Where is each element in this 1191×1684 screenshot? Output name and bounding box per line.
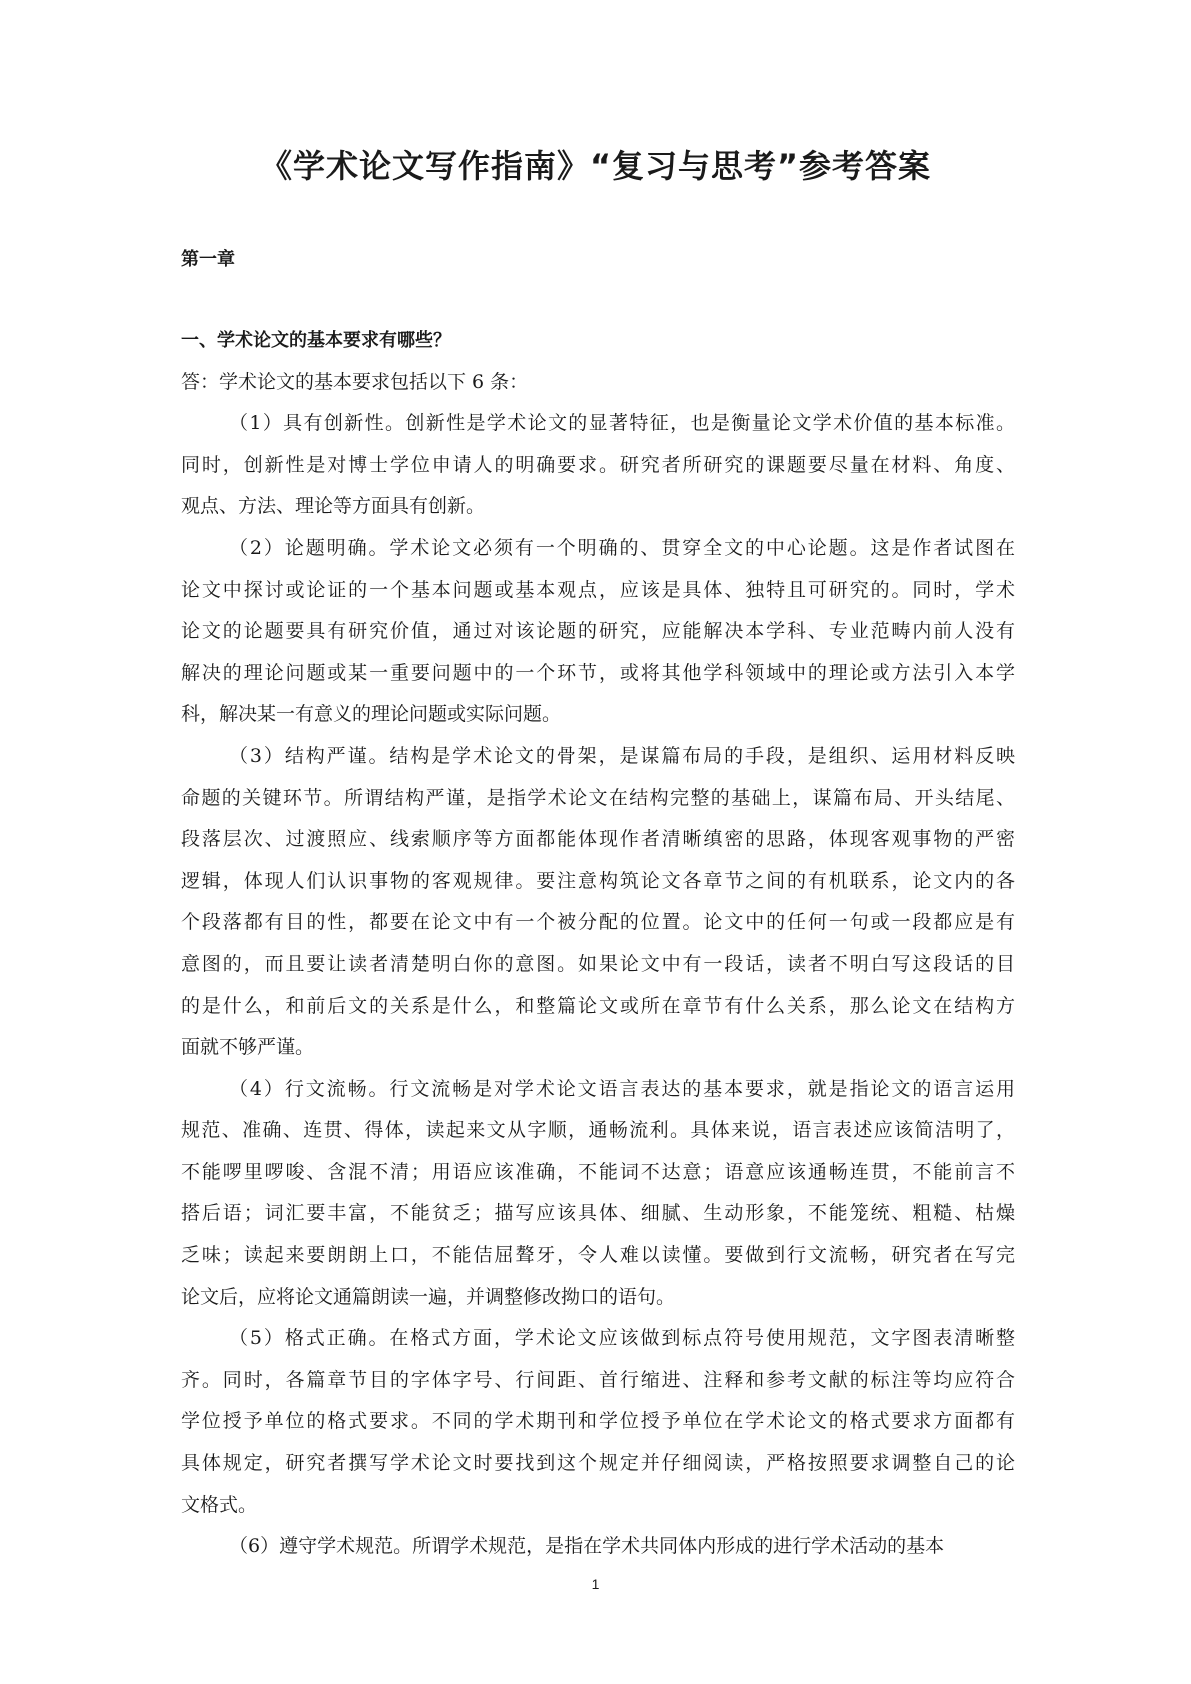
- answer-item-line: 学位授予单位的格式要求。不同的学术期刊和学位授予单位在学术论文的格式要求方面都有: [181, 1410, 1015, 1433]
- answer-item-6: [181, 1526, 1015, 1568]
- answer-item-line: 文格式。: [181, 1493, 258, 1516]
- answer-item-line: 规范、准确、连贯、得体，读起来文从字顺，通畅流利。具体来说，语言表述应该简洁明了，: [181, 1119, 1015, 1142]
- answer-item-line: （6）遵守学术规范。所谓学术规范，是指在学术共同体内形成的进行学术活动的基本: [229, 1535, 945, 1558]
- body-text: [181, 320, 1015, 1568]
- answer-item-line: 齐。同时，各篇章节目的字体字号、行间距、首行缩进、注释和参考文献的标注等均应符合: [181, 1368, 1015, 1391]
- answer-item-5: [181, 1318, 1015, 1526]
- answer-item-line: 论文的论题要具有研究价值，通过对该论题的研究，应能解决本学科、专业范畴内前人没有: [181, 620, 1015, 643]
- question-heading: 一、学术论文的基本要求有哪些？: [181, 330, 451, 351]
- answer-item-line: 具体规定，研究者撰写学术论文时要找到这个规定并仔细阅读，严格按照要求调整自己的论: [181, 1452, 1015, 1475]
- answer-item-line: 科，解决某一有意义的理论问题或实际问题。: [181, 703, 562, 726]
- answer-item-line: （4）行文流畅。行文流畅是对学术论文语言表达的基本要求，就是指论文的语言运用: [229, 1077, 1015, 1100]
- answer-item-line: 段落层次、过渡照应、线索顺序等方面都能体现作者清晰缜密的思路，体现客观事物的严密: [181, 828, 1015, 851]
- answer-items: [181, 403, 1015, 1568]
- answer-intro: 答：学术论文的基本要求包括以下 6 条：: [181, 370, 529, 393]
- chapter-heading: 第一章: [181, 249, 235, 270]
- answer-item-line: 命题的关键环节。所谓结构严谨，是指学术论文在结构完整的基础上，谋篇布局、开头结尾、: [181, 786, 1015, 809]
- answer-item-line: 同时，创新性是对博士学位申请人的明确要求。研究者所研究的课题要尽量在材料、角度、: [181, 453, 1015, 476]
- answer-item-2: [181, 528, 1015, 736]
- answer-item-line: 解决的理论问题或某一重要问题中的一个环节，或将其他学科领域中的理论或方法引入本学: [181, 661, 1015, 684]
- answer-item-line: 论文中探讨或论证的一个基本问题或基本观点，应该是具体、独特且可研究的。同时，学术: [181, 578, 1015, 601]
- answer-item-1: [181, 403, 1015, 528]
- answer-item-line: （2）论题明确。学术论文必须有一个明确的、贯穿全文的中心论题。这是作者试图在: [229, 536, 1015, 559]
- answer-item-4: [181, 1069, 1015, 1319]
- answer-item-line: （1）具有创新性。创新性是学术论文的显著特征，也是衡量论文学术价值的基本标准。: [229, 412, 1015, 435]
- answer-item-line: 观点、方法、理论等方面具有创新。: [181, 495, 486, 518]
- answer-item-3: [181, 736, 1015, 1069]
- answer-item-line: 论文后，应将论文通篇朗读一遍，并调整修改拗口的语句。: [181, 1285, 676, 1308]
- answer-item-line: 个段落都有目的性，都要在论文中有一个被分配的位置。论文中的任何一句或一段都应是有: [181, 911, 1015, 934]
- answer-item-line: 的是什么，和前后文的关系是什么，和整篇论文或所在章节有什么关系，那么论文在结构方: [181, 994, 1015, 1017]
- document-title: 《学术论文写作指南》“复习与思考”参考答案: [259, 147, 932, 185]
- answer-item-line: 逻辑，体现人们认识事物的客观规律。要注意构筑论文各章节之间的有机联系，论文内的各: [181, 869, 1015, 892]
- answer-item-line: 乏味；读起来要朗朗上口，不能佶屈聱牙，令人难以读懂。要做到行文流畅，研究者在写完: [181, 1244, 1015, 1267]
- answer-item-line: 面就不够严谨。: [181, 1036, 315, 1059]
- answer-item-line: 搭后语；词汇要丰富，不能贫乏；描写应该具体、细腻、生动形象，不能笼统、粗糙、枯燥: [181, 1202, 1015, 1225]
- answer-item-line: 不能啰里啰唆、含混不清；用语应该准确，不能词不达意；语意应该通畅连贯，不能前言不: [181, 1160, 1015, 1183]
- answer-item-line: （5）格式正确。在格式方面，学术论文应该做到标点符号使用规范，文字图表清晰整: [229, 1327, 1015, 1350]
- answer-item-line: （3）结构严谨。结构是学术论文的骨架，是谋篇布局的手段，是组织、运用材料反映: [229, 744, 1015, 767]
- page-number: 1: [591, 1576, 600, 1592]
- answer-item-line: 意图的，而且要让读者清楚明白你的意图。如果论文中有一段话，读者不明白写这段话的目: [181, 952, 1015, 975]
